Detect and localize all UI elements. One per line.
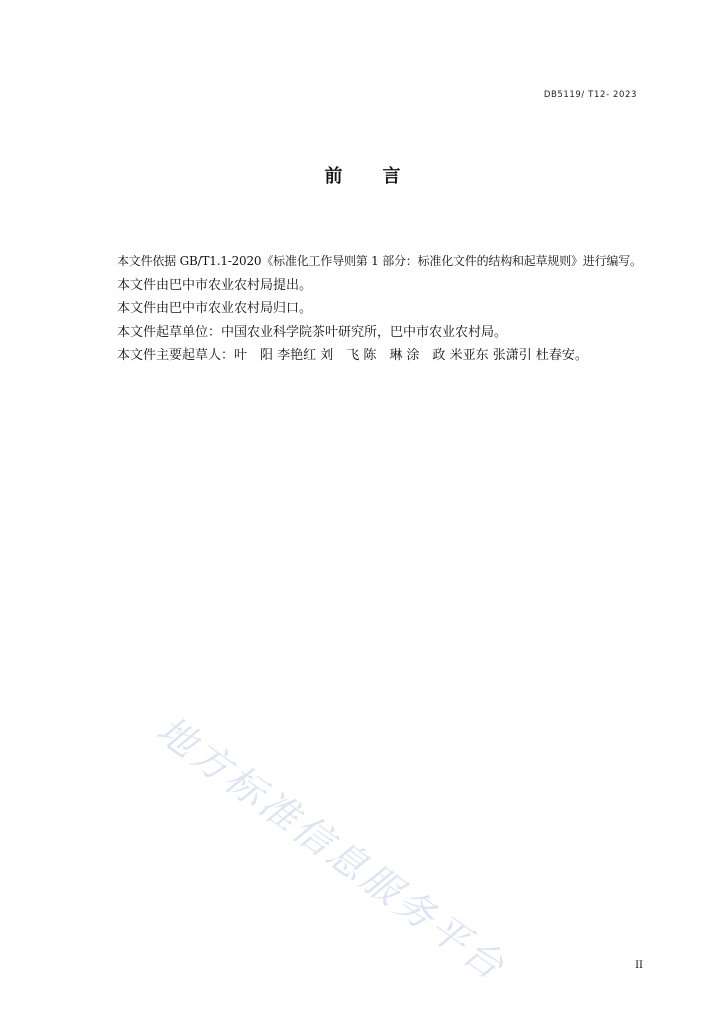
paragraph-drafters: 本文件主要起草人：叶 阳 李艳红 刘 飞 陈 琳 涂 政 米亚东 张潇引 杜春安。 — [117, 348, 588, 363]
paragraph-basis: 本文件依据 GB/T1.1-2020《标准化工作导则第 1 部分：标准化文件的结构和起草规则》进行编写。 — [117, 254, 642, 268]
paragraph-drafting-units: 本文件起草单位：中国农业科学院茶叶研究所，巴中市农业农村局。 — [117, 324, 508, 340]
paragraph-proposer: 本文件由巴中市农业农村局提出。 — [117, 277, 313, 293]
title-char-1: 前 — [324, 166, 343, 187]
title-char-2: 言 — [382, 166, 401, 187]
page-title — [0, 162, 725, 188]
foreword-body — [117, 250, 677, 368]
watermark-text: 地方标准信息服务平台 — [148, 707, 515, 990]
page-number: II — [635, 960, 643, 971]
paragraph-administrator: 本文件由巴中市农业农村局归口。 — [117, 301, 313, 316]
document-code: DB5119/ T12- 2023 — [543, 90, 637, 100]
